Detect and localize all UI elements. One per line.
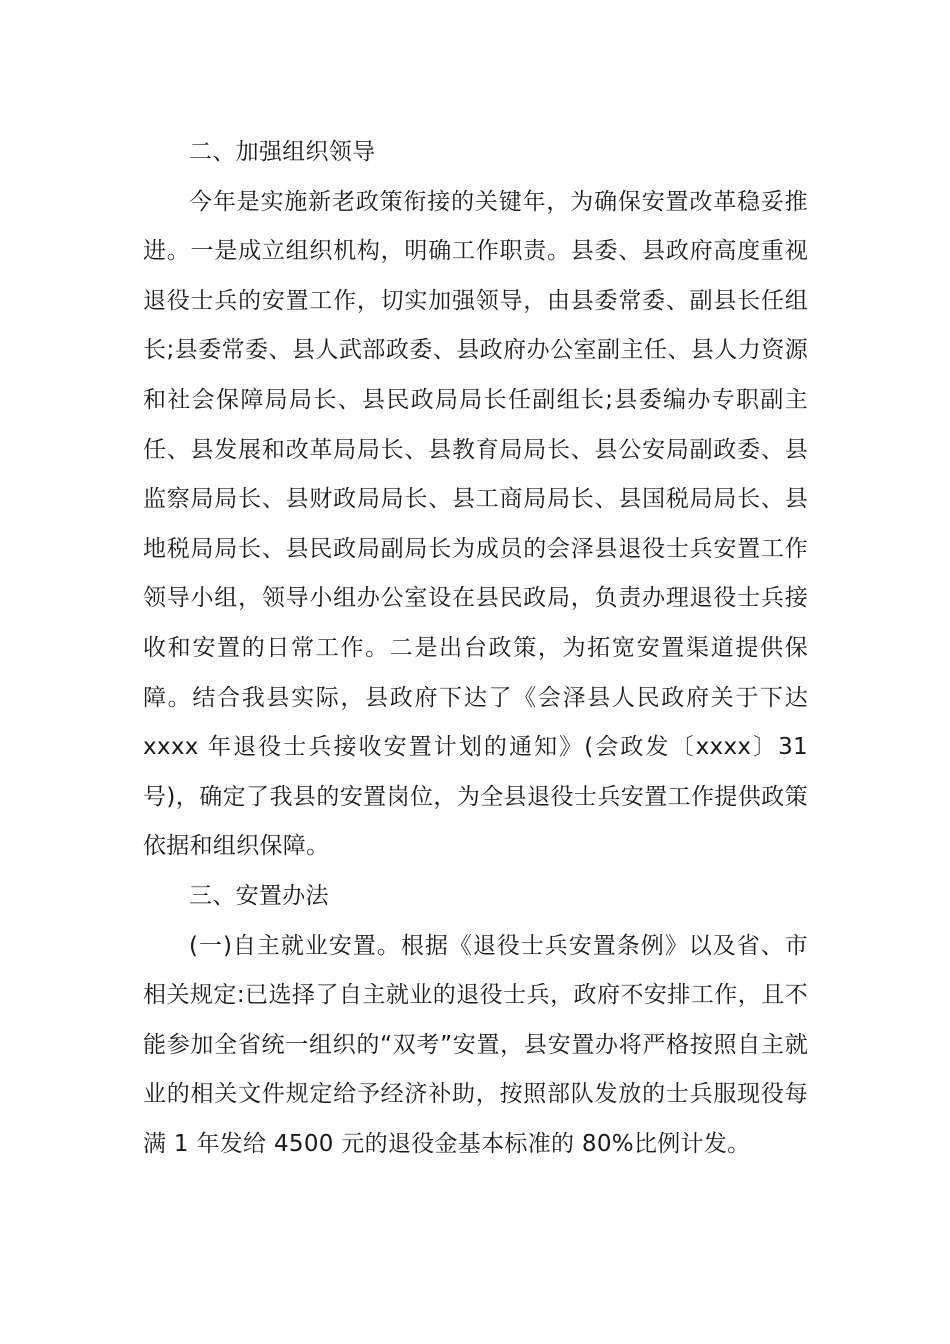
section-heading-3: 三、安置办法 <box>189 882 329 909</box>
section-2-paragraph-1: 今年是实施新老政策衔接的关键年，为确保安置改革稳妥推进。一是成立组织机构，明确工作职责。县委、县政府高度重视退役士兵的安置工作，切实加强领导，由县委常委、副县长任组长;县委常委、县人武部政委、县政府办公室副主任、县人力资源和社会保障局局长、县民政局局长任副组长;县委编办专职副主任、县发展和改革局局长、县教育局局长、县公安局副政委、县监察局局长、县财政局局长、县工商局局长、县国税局局长、县地税局局长、县民政局副局长为成员的会泽县退役士兵安置工作领导小组，领导小组办公室设在县民政局，负责办理退役士兵接收和安置的日常工作。二是出台政策，为拓宽安置渠道提供保障。结合我县实际，县政府下达了《会泽县人民政府关于下达 xxxx 年退役士兵接收安置计划的通知》(会政发〔xxxx〕31 号)，确定了我县的安置岗位，为全县退役士兵安置工作提供政策依据和组织保障。 <box>143 188 808 860</box>
section-heading-2: 二、加强组织领导 <box>189 139 376 165</box>
section-3-paragraph-1: (一)自主就业安置。根据《退役士兵安置条例》以及省、市相关规定:已选择了自主就业的退役士兵，政府不安排工作，且不能参加全省统一组织的“双考”安置，县安置办将严格按照自主就业的相关文件规定给予经济补助，按照部队发放的士兵服现役每满 1 年发给 4500 元的退役金基本标准的 80%比例计发。 <box>143 932 808 1157</box>
document-body <box>143 128 808 1169</box>
